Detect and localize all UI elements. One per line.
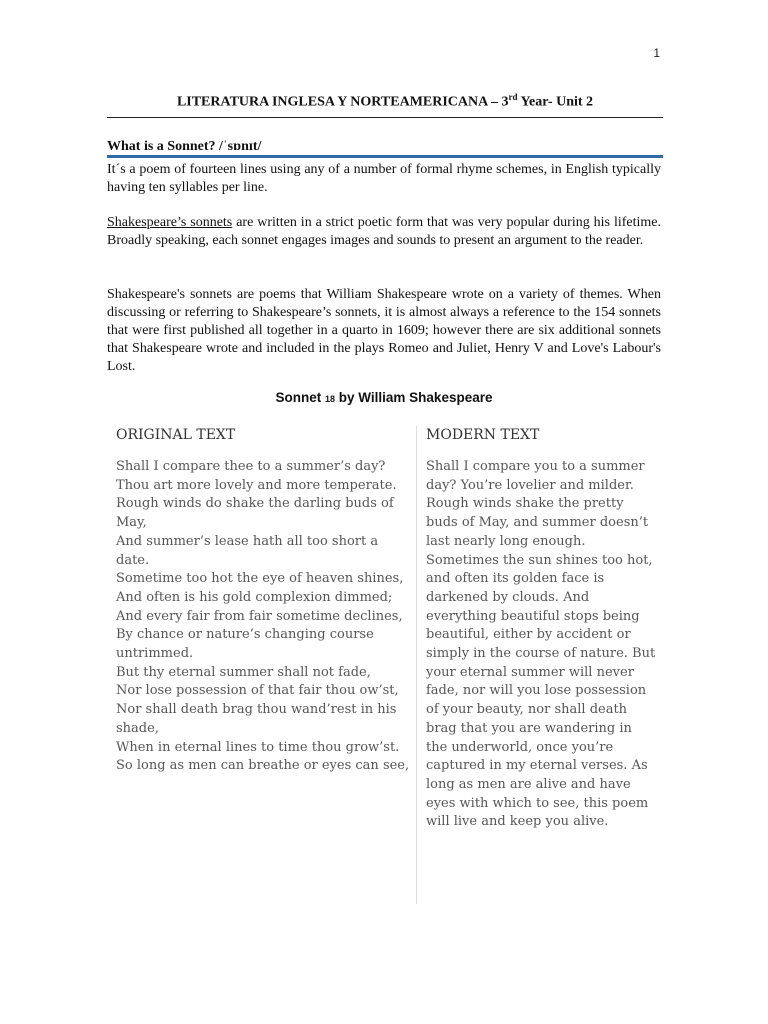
document-header <box>107 92 663 111</box>
sonnet-title-pre: Sonnet <box>275 390 326 405</box>
header-suffix: Year- Unit 2 <box>517 94 594 110</box>
header-title: LITERATURA INGLESA Y NORTEAMERICANA – 3 <box>176 94 509 110</box>
header-superscript: rd <box>508 92 518 102</box>
modern-text-heading: MODERN TEXT <box>426 427 540 443</box>
original-text-heading: ORIGINAL TEXT <box>116 427 236 443</box>
paragraph-form <box>107 214 661 250</box>
page-number: 1 <box>653 46 660 60</box>
sonnet-title <box>0 390 768 405</box>
sonnet-number: 18 <box>325 394 336 404</box>
header-rule <box>107 117 663 118</box>
shakespeare-sonnets-link[interactable]: Shakespeare’s sonnets <box>107 215 233 230</box>
section-title: What is a Sonnet? /ˈsɒnɪt/ <box>107 139 262 154</box>
original-text-column <box>116 426 412 776</box>
sonnet-title-post: by William Shakespeare <box>335 390 493 405</box>
original-text-body: Shall I compare thee to a summer’s day? Thou art more lovely and more temperate. Rough winds do shake the darling buds of May, And summer’s lease hath all too short a date. Sometime too hot the eye of heaven shines, And often is his gold complexion dimmed; And every fair from fair sometime declines, By chance or nature’s changing course untrimmed. But thy eternal summer shall not fade, Nor lose possession of that fair thou ow’st, Nor shall death brag thou wand’rest in his shade, When in eternal lines to time thou grow’st. So long as men can breathe or eyes can see, <box>116 459 410 774</box>
section-rule <box>107 155 663 158</box>
modern-text-column <box>426 426 656 832</box>
paragraph-themes: Shakespeare's sonnets are poems that William Shakespeare wrote on a variety of themes. When discussing or referring to Shakespeare’s sonnets, it is almost always a reference to the 154 sonnets that were first published all together in a quarto in 1609; however there are six additional sonnets that Shakespeare wrote and included in the plays Romeo and Juliet, Henry V and Love's Labour's Lost. <box>107 287 661 374</box>
paragraph-definition: It´s a poem of fourteen lines using any of a number of formal rhyme schemes, in English typically having ten syllables per line. <box>107 162 661 195</box>
modern-text-body: Shall I compare you to a summer day? You’re lovelier and milder. Rough winds shake the pretty buds of May, and summer doesn’t last nearly long enough. Sometimes the sun shines too hot, and often its golden face is darkened by clouds. And everything beautiful stops being beautiful, either by accident or simply in the course of nature. But your eternal summer will never fade, nor will you lose possession of your beauty, nor shall death brag that you are wandering in the underworld, once you’re captured in my eternal verses. As long as men are alive and have eyes with which to see, this poem will live and keep you alive. <box>426 459 656 830</box>
column-divider <box>416 426 417 904</box>
paragraph-form-text: are written in a strict poetic form that was very popular during his lifetime. Broadly speaking, each sonnet engages images and sounds to present an argument to the reader. <box>107 215 661 248</box>
